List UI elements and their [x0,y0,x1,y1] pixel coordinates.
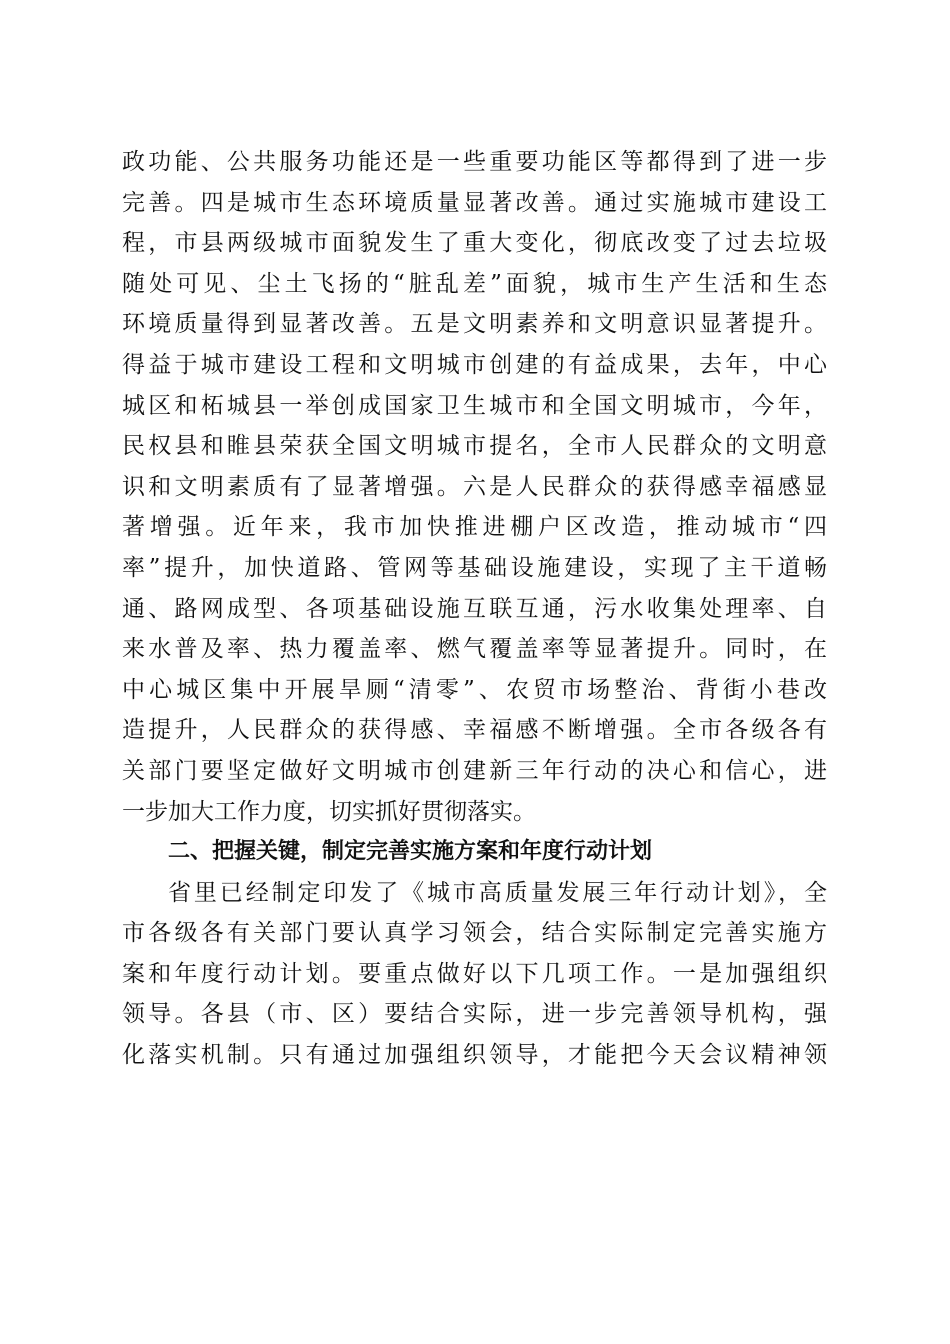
paragraph-line: 通、路网成型、各项基础设施互联互通，污水收集处理率、自 [122,595,827,622]
section-paragraph-line: 省里已经制定印发了《城市高质量发展三年行动计划》，全 [168,879,827,906]
paragraph-line: 完善。四是城市生态环境质量显著改善。通过实施城市建设工 [122,189,827,216]
paragraph-line: 一步加大工作力度，切实抓好贯彻落实。 [122,798,536,825]
paragraph-line: 程，市县两级城市面貌发生了重大变化，彻底改变了过去垃圾 [122,230,827,257]
paragraph-line: 得益于城市建设工程和文明城市创建的有益成果，去年，中心 [122,351,827,378]
paragraph-line: 环境质量得到显著改善。五是文明素养和文明意识显著提升。 [122,311,827,338]
section-paragraph-line: 市各级各有关部门要认真学习领会，结合实际制定完善实施方 [122,920,827,947]
paragraph-line: 随处可见、尘土飞扬的“脏乱差”面貌，城市生产生活和生态 [122,270,827,297]
paragraph-line: 造提升，人民群众的获得感、幸福感不断增强。全市各级各有 [122,717,827,744]
section-paragraph-line: 化落实机制。只有通过加强组织领导，才能把今天会议精神领 [122,1042,827,1069]
paragraph-line: 政功能、公共服务功能还是一些重要功能区等都得到了进一步 [122,149,827,175]
section-paragraph-line: 领导。各县（市、区）要结合实际，进一步完善领导机构，强 [122,1001,827,1028]
document-body [122,142,827,1076]
paragraph-line: 关部门要坚定做好文明城市创建新三年行动的决心和信心，进 [122,757,827,784]
paragraph-line: 率”提升，加快道路、管网等基础设施建设，实现了主干道畅 [122,554,827,581]
paragraph-line: 识和文明素质有了显著增强。六是人民群众的获得感幸福感显 [122,473,827,500]
section-paragraph-line: 案和年度行动计划。要重点做好以下几项工作。一是加强组织 [122,960,827,987]
paragraph-line: 民权县和睢县荣获全国文明城市提名，全市人民群众的文明意 [122,433,827,460]
paragraph-line: 城区和柘城县一举创成国家卫生城市和全国文明城市，今年， [122,392,827,419]
section-heading: 二、把握关键，制定完善实施方案和年度行动计划 [168,839,653,865]
paragraph-line: 中心城区集中开展旱厕“清零”、农贸市场整治、背街小巷改 [122,676,827,703]
paragraph-line: 来水普及率、热力覆盖率、燃气覆盖率等显著提升。同时，在 [122,636,827,663]
paragraph-line: 著增强。近年来，我市加快推进棚户区改造，推动城市“四 [122,514,827,541]
